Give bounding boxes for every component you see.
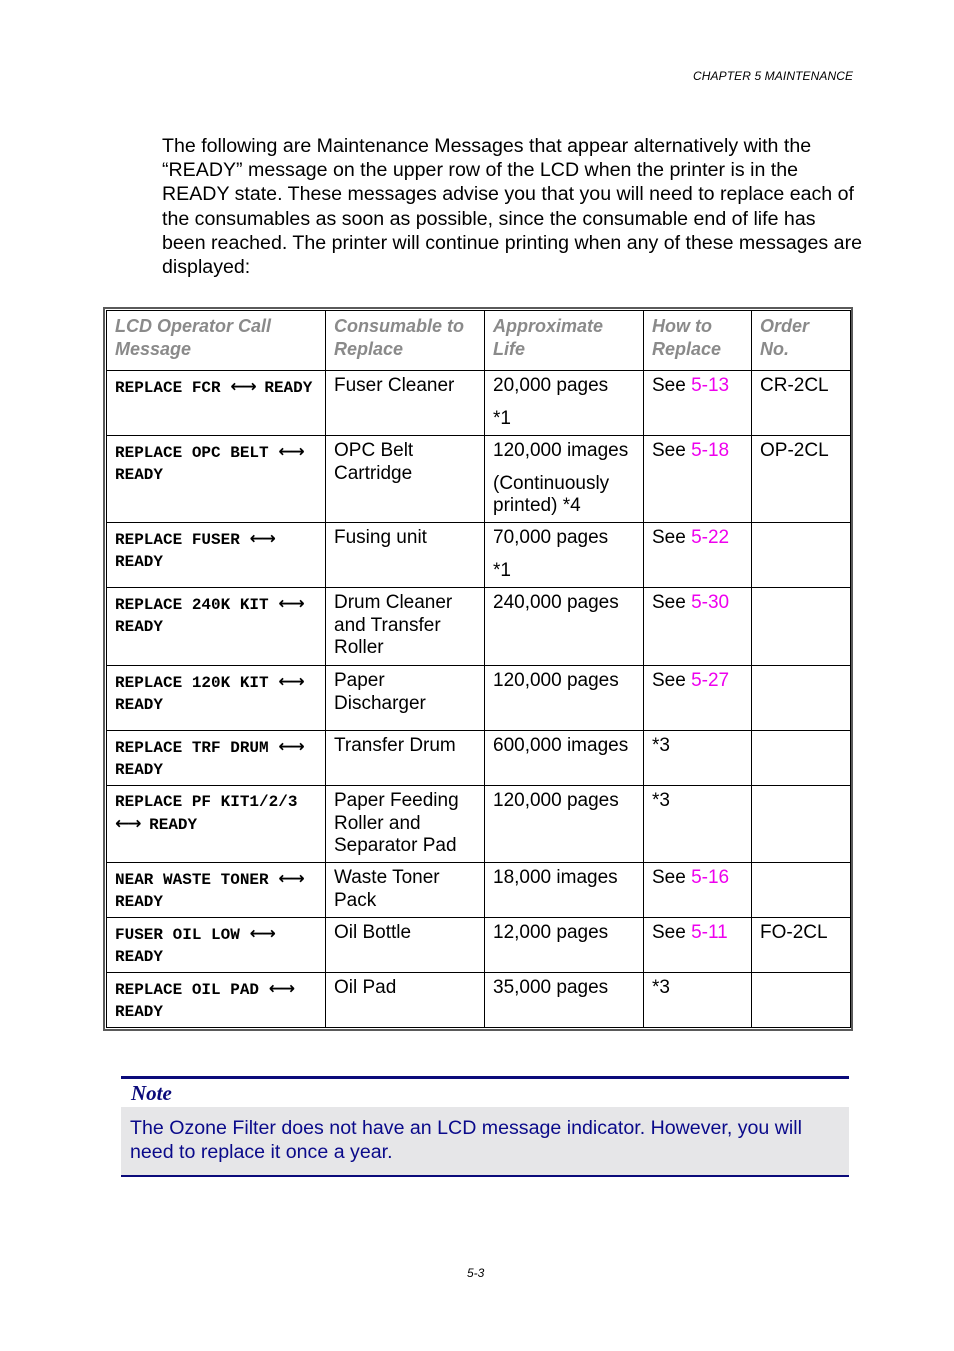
lcd-ready-text: READY — [115, 617, 164, 636]
lcd-message-cell — [107, 786, 326, 863]
life-value: 240,000 pages — [493, 592, 619, 613]
consumable-cell: Fusing unit — [326, 523, 485, 588]
running-header: CHAPTER 5 MAINTENANCE — [693, 69, 854, 83]
note-body: The Ozone Filter does not have an LCD message indicator. However, you will need to replace it once a year. — [121, 1107, 849, 1175]
left-right-arrows-icon: ←→ — [278, 442, 303, 462]
order-number-cell — [752, 666, 851, 731]
lcd-message-text: REPLACE FUSER — [115, 531, 240, 549]
lcd-message-cell — [107, 863, 326, 918]
lcd-message-text: NEAR WASTE TONER — [115, 871, 269, 889]
page-reference-link[interactable]: 5-30 — [691, 592, 730, 613]
lcd-ready-text: READY — [115, 892, 164, 911]
consumable-cell: Oil Pad — [326, 973, 485, 1028]
page-reference-link[interactable]: 5-18 — [691, 440, 730, 461]
life-cell — [485, 436, 644, 523]
how-to-replace-cell — [644, 666, 752, 731]
how-to-replace-text: See — [652, 440, 692, 461]
lcd-message-cell — [107, 436, 326, 523]
life-cell — [485, 863, 644, 918]
left-right-arrows-icon: ←→ — [230, 377, 255, 397]
how-to-replace-text: *3 — [652, 735, 670, 756]
lcd-message-text: FUSER OIL LOW — [115, 926, 240, 944]
table-row — [107, 863, 851, 918]
lcd-ready-text: READY — [149, 815, 198, 834]
lcd-message-text: REPLACE FCR — [115, 379, 221, 397]
life-value: 120,000 pages — [493, 670, 619, 691]
table-row — [107, 371, 851, 436]
left-right-arrows-icon: ←→ — [278, 672, 303, 692]
lcd-ready-text: READY — [115, 695, 164, 714]
left-right-arrows-icon: ←→ — [115, 813, 140, 834]
lcd-ready-text: READY — [115, 947, 164, 966]
left-right-arrows-icon: ←→ — [249, 529, 274, 549]
how-to-replace-text: See — [652, 922, 692, 943]
how-to-replace-text: *3 — [652, 977, 670, 998]
lcd-ready-text: READY — [115, 465, 164, 484]
header-approximate-life: Approximate Life — [485, 311, 644, 371]
how-to-replace-cell — [644, 588, 752, 666]
lcd-message-cell — [107, 973, 326, 1028]
table-row — [107, 786, 851, 863]
left-right-arrows-icon: ←→ — [278, 869, 303, 889]
consumable-cell: Paper Discharger — [326, 666, 485, 731]
how-to-replace-text: See — [652, 670, 692, 691]
header-how-to-replace: How to Replace — [644, 311, 752, 371]
lcd-ready-text: READY — [264, 379, 313, 397]
table-row — [107, 666, 851, 731]
how-to-replace-cell — [644, 436, 752, 523]
how-to-replace-cell — [644, 973, 752, 1028]
lcd-message-text: REPLACE 240K KIT — [115, 596, 269, 614]
lcd-message-cell — [107, 523, 326, 588]
consumable-cell: OPC Belt Cartridge — [326, 436, 485, 523]
header-consumable: Consumable to Replace — [326, 311, 485, 371]
page-reference-link[interactable]: 5-16 — [691, 867, 730, 888]
lcd-message-cell — [107, 588, 326, 666]
lcd-message-text: REPLACE OPC BELT — [115, 444, 269, 462]
how-to-replace-text: See — [652, 375, 692, 396]
consumable-cell: Paper Feeding Roller and Separator Pad — [326, 786, 485, 863]
how-to-replace-cell — [644, 786, 752, 863]
page-number: 5-3 — [467, 1266, 485, 1280]
table-header-row — [107, 311, 851, 371]
lcd-message-cell — [107, 731, 326, 786]
life-cell — [485, 371, 644, 436]
left-right-arrows-icon: ←→ — [278, 737, 303, 757]
lcd-ready-text: READY — [115, 1002, 164, 1021]
order-number-cell — [752, 786, 851, 863]
life-note: *1 — [493, 559, 511, 581]
how-to-replace-cell — [644, 863, 752, 918]
left-right-arrows-icon: ←→ — [268, 979, 294, 999]
life-value: 70,000 pages — [493, 527, 609, 548]
lcd-message-text: REPLACE 120K KIT — [115, 674, 269, 692]
consumable-cell: Oil Bottle — [326, 918, 485, 973]
lcd-message-text: REPLACE OIL PAD — [115, 981, 260, 999]
page-reference-link[interactable]: 5-27 — [691, 670, 730, 691]
order-number-cell: CR-2CL — [752, 371, 851, 436]
note-box — [121, 1076, 849, 1177]
how-to-replace-cell — [644, 523, 752, 588]
lcd-message-text: REPLACE TRF DRUM — [115, 739, 269, 757]
header-order-no: Order No. — [752, 311, 851, 371]
maintenance-messages-table — [103, 307, 853, 1031]
lcd-message-cell — [107, 666, 326, 731]
life-value: 120,000 pages — [493, 790, 619, 811]
life-cell — [485, 918, 644, 973]
how-to-replace-cell — [644, 918, 752, 973]
order-number-cell — [752, 973, 851, 1028]
intro-paragraph: The following are Maintenance Messages that appear alternatively with the “READY” message on the upper row of the LCD when the printer is in the READY state. These messages advise you that you will need to replace each of the consumables as soon as possible, since the consumable end of life has been reached. The printer will continue printing when any of these messages are displayed: — [162, 135, 862, 279]
consumable-cell: Waste Toner Pack — [326, 863, 485, 918]
how-to-replace-text: See — [652, 867, 692, 888]
life-value: 12,000 pages — [493, 922, 609, 943]
table-row — [107, 918, 851, 973]
life-cell — [485, 666, 644, 731]
lcd-ready-text: READY — [115, 552, 164, 571]
order-number-cell: FO-2CL — [752, 918, 851, 973]
order-number-cell — [752, 523, 851, 588]
life-note: *1 — [493, 407, 511, 429]
order-number-cell: OP-2CL — [752, 436, 851, 523]
left-right-arrows-icon: ←→ — [278, 594, 303, 614]
life-cell — [485, 523, 644, 588]
life-value: 120,000 images — [493, 440, 629, 461]
table-row — [107, 523, 851, 588]
lcd-ready-text: READY — [115, 760, 164, 779]
life-value: 35,000 pages — [493, 977, 609, 998]
consumable-cell: Fuser Cleaner — [326, 371, 485, 436]
page-reference-link[interactable]: 5-11 — [691, 922, 728, 943]
order-number-cell — [752, 588, 851, 666]
left-right-arrows-icon: ←→ — [249, 924, 274, 944]
life-cell — [485, 973, 644, 1028]
consumable-cell: Transfer Drum — [326, 731, 485, 786]
life-note: (Continuously printed) *4 — [493, 472, 610, 516]
lcd-message-cell — [107, 371, 326, 436]
how-to-replace-cell — [644, 731, 752, 786]
how-to-replace-text: *3 — [652, 790, 670, 811]
table-row — [107, 436, 851, 523]
how-to-replace-text: See — [652, 592, 692, 613]
life-value: 18,000 images — [493, 867, 618, 888]
lcd-message-cell — [107, 918, 326, 973]
order-number-cell — [752, 731, 851, 786]
table-row — [107, 973, 851, 1028]
table-row — [107, 588, 851, 666]
how-to-replace-cell — [644, 371, 752, 436]
order-number-cell — [752, 863, 851, 918]
page-reference-link[interactable]: 5-13 — [691, 375, 730, 396]
table-row — [107, 731, 851, 786]
note-title: Note — [121, 1079, 849, 1107]
life-value: 600,000 images — [493, 735, 629, 756]
life-cell — [485, 786, 644, 863]
life-cell — [485, 588, 644, 666]
page-reference-link[interactable]: 5-22 — [691, 527, 730, 548]
lcd-message-text: REPLACE PF KIT1/2/3 — [115, 793, 298, 811]
life-cell — [485, 731, 644, 786]
life-value: 20,000 pages — [493, 375, 609, 396]
header-lcd-message: LCD Operator Call Message — [107, 311, 326, 371]
consumable-cell: Drum Cleaner and Transfer Roller — [326, 588, 485, 666]
how-to-replace-text: See — [652, 527, 692, 548]
